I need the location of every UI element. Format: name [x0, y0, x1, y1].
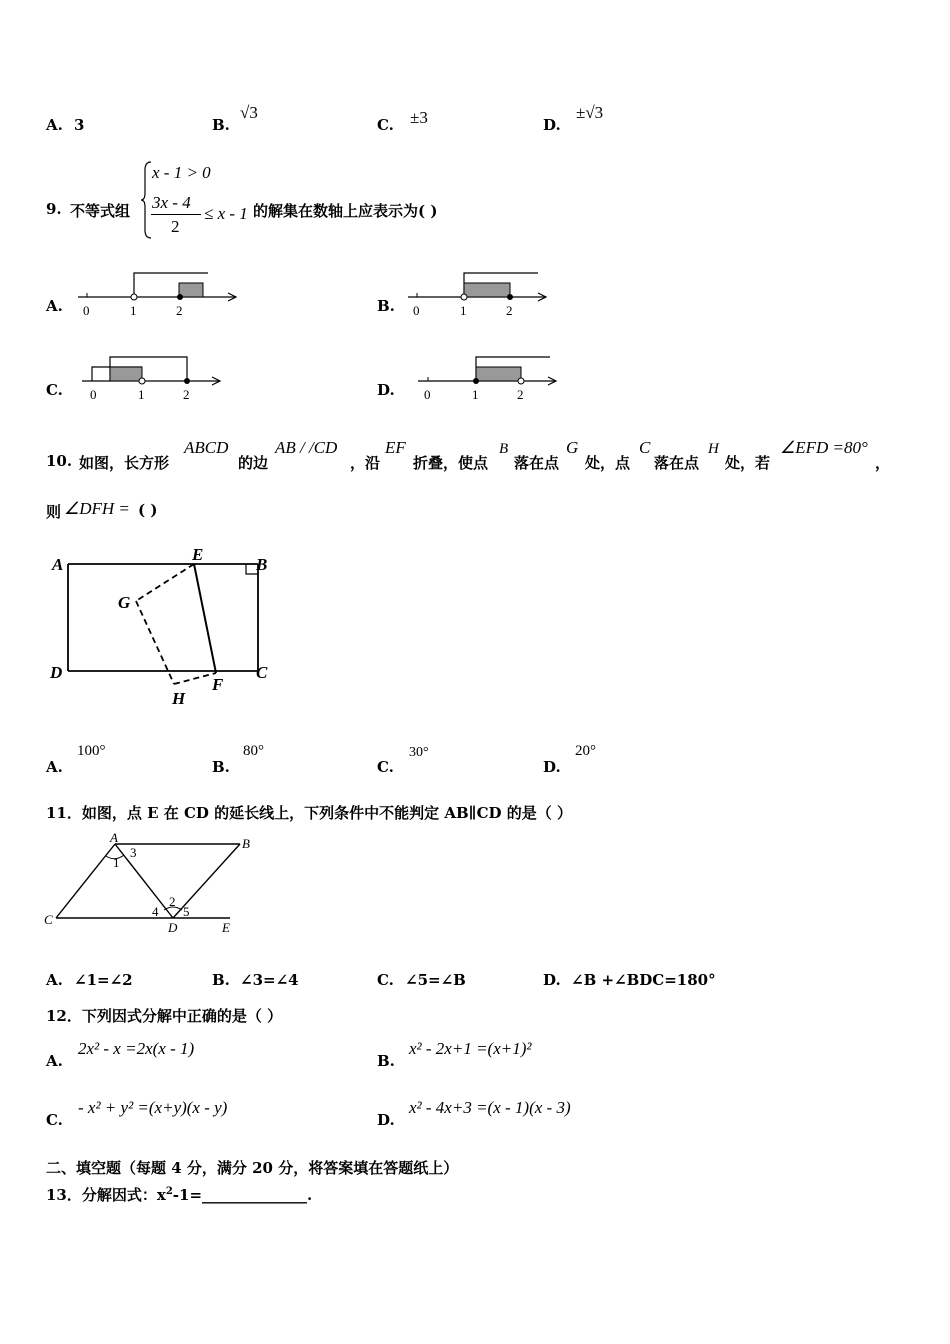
q8-option-d-label: D.	[543, 116, 561, 134]
q9-c-tick-0: 0	[90, 387, 97, 402]
q10-option-b-label: B.	[212, 758, 230, 776]
q10-text-1: 如图，长方形	[79, 454, 170, 472]
q9-fraction-bar	[151, 214, 201, 215]
q10-option-d-value: 20°	[575, 743, 596, 759]
q11-option-b-value: ∠3=∠4	[240, 971, 299, 989]
q12-option-b-label: B.	[377, 1052, 395, 1070]
q10-option-a-value: 100°	[77, 743, 106, 759]
q10-math-5: G	[566, 438, 579, 457]
q10-option-c-value: 30°	[409, 745, 429, 760]
q12-stem: 12．下列因式分解中正确的是（ ）	[46, 1007, 283, 1025]
q10-line2-math: ∠DFH =	[64, 499, 130, 518]
q9-option-b-number-line	[406, 268, 556, 324]
q11-label-e: E	[222, 920, 230, 935]
q11-option-d-label: D.	[543, 971, 561, 989]
q10-text-9: ，	[875, 454, 891, 472]
q10-line2-prefix: 则	[46, 503, 62, 521]
q10-math-6: C	[639, 438, 651, 457]
q11-option-b-label: B.	[212, 971, 230, 989]
q9-b-tick-0: 0	[413, 303, 420, 318]
q10-label-h: H	[172, 689, 186, 708]
q10-option-c-label: C.	[377, 758, 394, 776]
q9-option-a-number-line	[76, 268, 246, 324]
q11-angle-3: 3	[130, 845, 137, 860]
q10-number: 10.	[46, 452, 73, 470]
q11-label-a: A	[110, 830, 118, 845]
q9-a-tick-0: 0	[83, 303, 90, 318]
q11-figure	[40, 830, 265, 938]
q10-math-2: AB / /CD	[275, 438, 338, 457]
q9-c-tick-2: 2	[183, 387, 190, 402]
q11-stem: 11．如图，点 E 在 CD 的延长线上，下列条件中不能判定 AB∥CD 的是（ ）	[46, 804, 573, 822]
q10-figure	[44, 538, 284, 723]
q10-math-4: B	[499, 441, 509, 457]
q8-option-b-label: B.	[212, 116, 230, 134]
q10-line2-suffix: ( )	[138, 501, 158, 519]
q11-angle-5: 5	[183, 904, 190, 919]
q11-option-c-value: ∠5=∠B	[405, 971, 466, 989]
q11-option-d-value: ∠B +∠BDC=180°	[571, 971, 716, 989]
q9-b-tick-2: 2	[506, 303, 513, 318]
q13-exponent: 2	[165, 1186, 173, 1197]
q9-option-d-number-line	[416, 352, 566, 408]
q11-angle-2: 2	[169, 894, 176, 909]
q10-label-a: A	[52, 555, 64, 574]
q10-option-d-label: D.	[543, 758, 561, 776]
q11-option-c-label: C.	[377, 971, 394, 989]
q11-label-d: D	[168, 920, 178, 935]
q10-label-f: F	[212, 675, 224, 694]
q9-suffix: 的解集在数轴上应表示为( )	[253, 202, 438, 220]
q8-option-a-label: A.	[46, 116, 63, 134]
q10-text-8: 处，若	[725, 454, 771, 472]
q9-d-tick-2: 2	[517, 387, 524, 402]
q9-a-tick-2: 2	[176, 303, 183, 318]
q9-inequality-2-rhs: ≤ x - 1	[204, 204, 248, 223]
q8-option-b-value: √3	[240, 103, 258, 122]
q8-option-a-value: 3	[74, 116, 85, 134]
q10-text-5: 落在点	[514, 454, 560, 472]
q11-option-a-value: ∠1=∠2	[74, 971, 133, 989]
q12-option-b-value: x² - 2x+1 =(x+1)²	[409, 1039, 532, 1058]
q10-math-3: EF	[385, 438, 406, 457]
q12-option-a-label: A.	[46, 1052, 63, 1070]
q9-c-tick-1: 1	[138, 387, 145, 402]
q10-text-6: 处，点	[585, 454, 631, 472]
q9-d-tick-1: 1	[472, 387, 479, 402]
q9-option-d-label: D.	[377, 381, 395, 399]
q11-option-a-label: A.	[46, 971, 63, 989]
q10-math-8: ∠EFD =80°	[780, 438, 868, 457]
q9-d-tick-0: 0	[424, 387, 431, 402]
q10-label-c: C	[256, 663, 268, 682]
q11-angle-1: 1	[113, 855, 120, 870]
q9-option-c-number-line	[80, 352, 230, 408]
q9-option-a-label: A.	[46, 297, 63, 315]
q10-text-2: 的边	[238, 454, 269, 472]
q11-angle-4: 4	[152, 904, 159, 919]
q10-label-e: E	[192, 545, 204, 564]
q9-b-tick-1: 1	[460, 303, 467, 318]
q10-math-1: ABCD	[184, 438, 229, 457]
q10-text-4: 折叠，使点	[413, 454, 489, 472]
q9-option-c-label: C.	[46, 381, 63, 399]
q13-answer-blank[interactable]: ______________.	[202, 1186, 313, 1204]
q13-prefix: 13．分解因式：x	[46, 1186, 166, 1204]
q11-label-b: B	[242, 836, 250, 851]
q12-option-c-value: - x² + y² =(x+y)(x - y)	[78, 1098, 228, 1117]
q10-label-b: B	[256, 555, 268, 574]
q9-a-tick-1: 1	[130, 303, 137, 318]
q12-option-d-label: D.	[377, 1111, 395, 1129]
q9-inequality-2-numerator: 3x - 4	[152, 193, 191, 212]
q9-option-b-label: B.	[377, 297, 395, 315]
q9-number: 9.	[46, 200, 62, 218]
q10-math-7: H	[708, 441, 719, 457]
q9-inequality-1: x - 1 > 0	[152, 163, 211, 182]
question-13	[46, 1184, 312, 1205]
q11-label-c: C	[44, 912, 53, 927]
q9-inequality-2-denominator: 2	[171, 217, 180, 236]
q8-option-d-value: ±√3	[576, 103, 604, 122]
q8-option-c-label: C.	[377, 116, 394, 134]
q8-option-c-value: ±3	[410, 108, 428, 127]
q9-prefix: 不等式组	[70, 202, 131, 220]
section-2-heading: 二、填空题（每题 4 分，满分 20 分，将答案填在答题纸上）	[46, 1159, 459, 1177]
q12-option-a-value: 2x² - x =2x(x - 1)	[78, 1039, 195, 1058]
q10-text-7: 落在点	[654, 454, 700, 472]
q10-label-d: D	[50, 663, 63, 682]
q12-option-c-label: C.	[46, 1111, 63, 1129]
q10-label-g: G	[118, 593, 131, 612]
q12-option-d-value: x² - 4x+3 =(x - 1)(x - 3)	[409, 1098, 571, 1117]
q10-text-3: ，沿	[350, 454, 381, 472]
q13-suffix: -1=	[172, 1186, 203, 1204]
q10-option-a-label: A.	[46, 758, 63, 776]
q10-option-b-value: 80°	[243, 743, 264, 759]
